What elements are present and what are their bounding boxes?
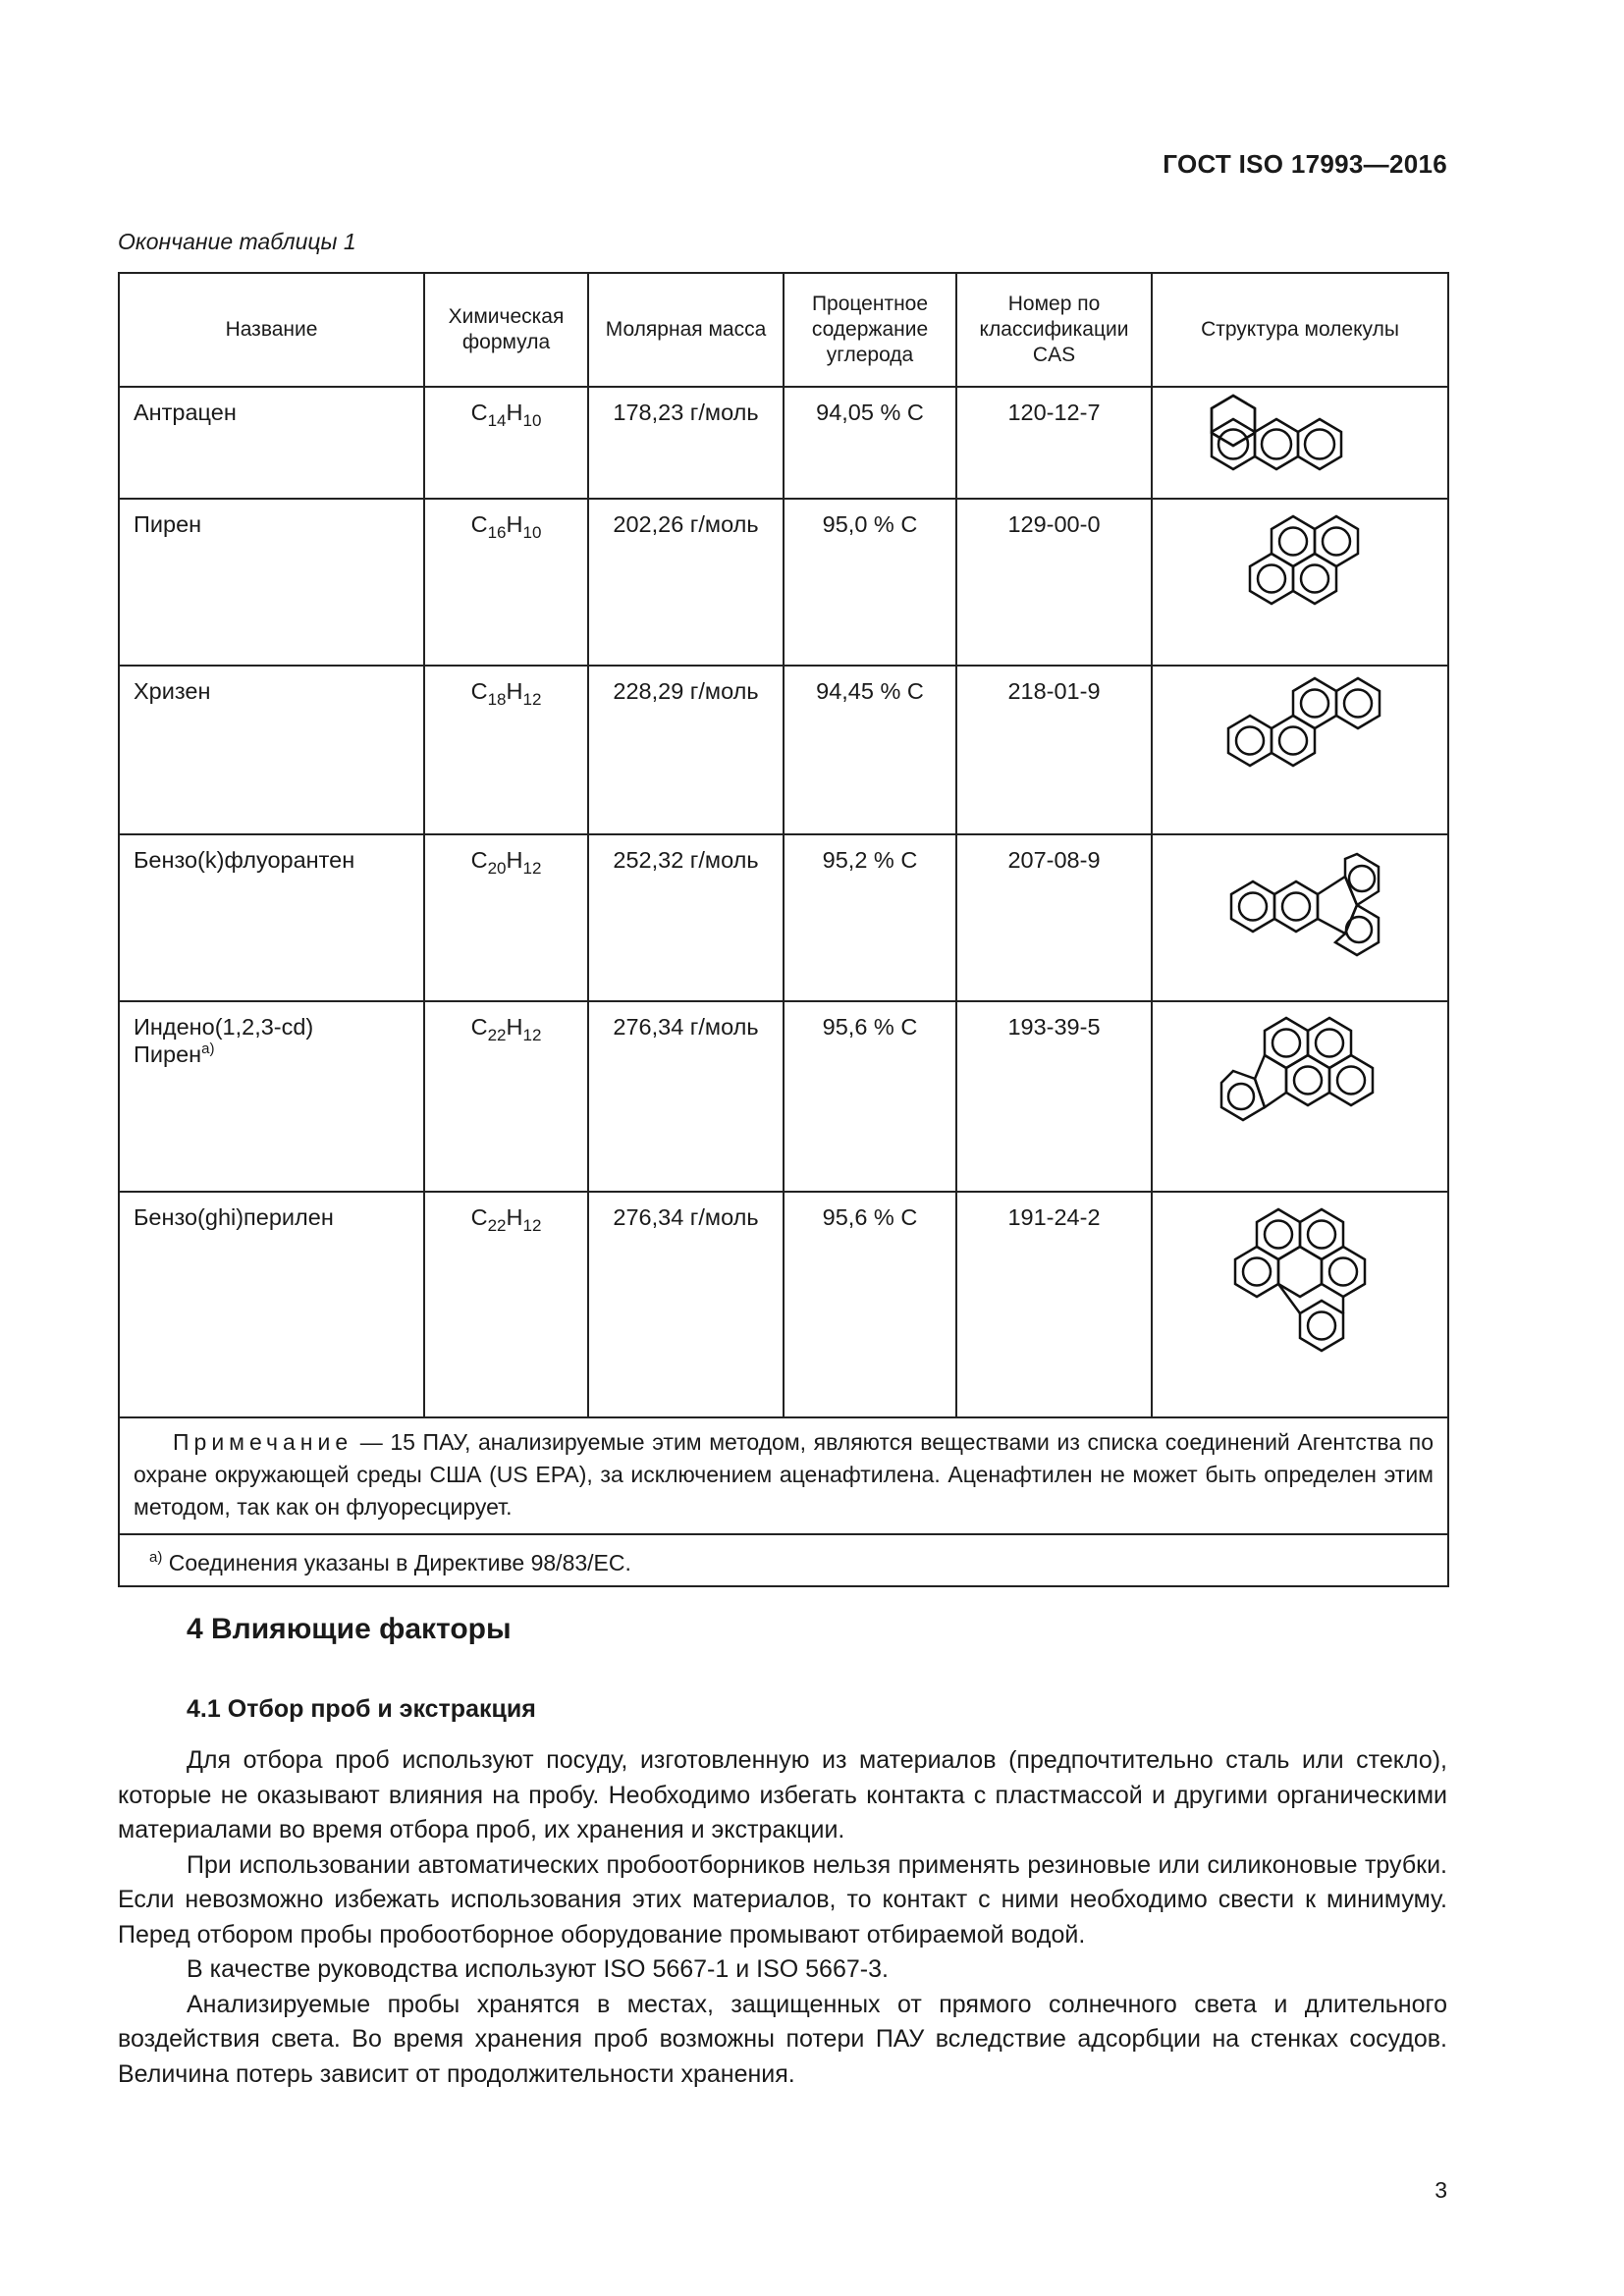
chemical-formula: $C_{22}H_{12}$ <box>424 1192 588 1417</box>
chemical-formula: $C_{14}H_{10}$ <box>424 387 588 499</box>
molar-mass: 252,32 г/моль <box>588 834 784 1001</box>
molar-mass: 276,34 г/моль <box>588 1192 784 1417</box>
carbon-content: 95,0 % C <box>784 499 956 666</box>
note-title: Примечание <box>173 1429 353 1455</box>
compound-name: Бензо(k)флуорантен <box>119 834 424 1001</box>
compound-name: Индено(1,2,3-cd) Пирен$^{a)}$ <box>119 1001 424 1192</box>
paragraph: В качестве руководства используют ISO 5667-1 и ISO 5667-3. <box>187 1955 889 1983</box>
section-heading: 4 Влияющие факторы <box>187 1613 512 1645</box>
molar-mass: 228,29 г/моль <box>588 666 784 834</box>
anthracene-structure-icon <box>1153 388 1447 496</box>
cas-number: 129-00-0 <box>956 499 1152 666</box>
table-caption: Окончание таблицы 1 <box>118 229 356 254</box>
table-footnote: $^{a)}$ Соединения указаны в Директиве 98/83/ЕС. <box>119 1534 1448 1586</box>
carbon-content: 95,6 % C <box>784 1001 956 1192</box>
col-header-carbon: Процентное содержание углерода <box>784 273 956 387</box>
compound-name: Антрацен <box>119 387 424 499</box>
subsection-heading: 4.1 Отбор проб и экстракция <box>187 1695 536 1723</box>
paragraph: При использовании автоматических пробоотборников нельзя применять резиновые или силиконовые трубки. Если невозможно избежать использования этих материалов, то контакт с ними необходимо свести к минимуму. Перед отбором пробы пробоотборное оборудование промывают отбираемой водой. <box>118 1850 1447 1949</box>
section-body <box>118 1743 1447 2092</box>
molar-mass: 178,23 г/моль <box>588 387 784 499</box>
compound-name: Бензо(ghi)перилен <box>119 1192 424 1417</box>
table-note-row <box>119 1417 1448 1534</box>
table-row <box>119 1192 1448 1417</box>
table-row <box>119 387 1448 499</box>
standard-header: ГОСТ ISO 17993—2016 <box>1163 149 1447 179</box>
carbon-content: 95,6 % C <box>784 1192 956 1417</box>
paragraph: Анализируемые пробы хранятся в местах, защищенных от прямого солнечного света и длительного воздействия света. Во время хранения проб возможны потери ПАУ вследствие адсорбции на стенках сосудов. Величина потерь зависит от продолжительности хранения. <box>118 1990 1447 2088</box>
table-row <box>119 1001 1448 1192</box>
pah-table <box>118 272 1449 1587</box>
chemical-formula: $C_{22}H_{12}$ <box>424 1001 588 1192</box>
chemical-formula: $C_{20}H_{12}$ <box>424 834 588 1001</box>
table-header-row <box>119 273 1448 387</box>
col-header-structure: Структура молекулы <box>1152 273 1448 387</box>
table-footnote-row <box>119 1534 1448 1586</box>
carbon-content: 94,05 % C <box>784 387 956 499</box>
cas-number: 218-01-9 <box>956 666 1152 834</box>
pyrene-structure-icon <box>1153 500 1447 663</box>
table-row <box>119 499 1448 666</box>
cas-number: 193-39-5 <box>956 1001 1152 1192</box>
paragraph: Для отбора проб используют посуду, изготовленную из материалов (предпочтительно сталь или стекло), которые не оказывают влияния на пробу. Необходимо избегать контакта с пластмассой и другими органическими материалами во время отбора проб, их хранения и экстракции. <box>118 1746 1447 1843</box>
molar-mass: 202,26 г/моль <box>588 499 784 666</box>
note-text: — 15 ПАУ, анализируемые этим методом, являются веществами из списка соединений Агентства по охране окружающей среды США (US EPA), за исключением аценафтилена. Аценафтилен не может быть определен этим методом, так как он флуоресцирует. <box>134 1429 1434 1520</box>
table-row <box>119 666 1448 834</box>
col-header-cas: Номер по классификации CAS <box>956 273 1152 387</box>
carbon-content: 94,45 % C <box>784 666 956 834</box>
benzo-k-fluoranthene-structure-icon <box>1153 835 1447 998</box>
table-row <box>119 834 1448 1001</box>
indeno-pyrene-structure-icon <box>1153 1002 1447 1189</box>
cas-number: 207-08-9 <box>956 834 1152 1001</box>
col-header-mass: Молярная масса <box>588 273 784 387</box>
molar-mass: 276,34 г/моль <box>588 1001 784 1192</box>
col-header-name: Название <box>119 273 424 387</box>
chemical-formula: $C_{18}H_{12}$ <box>424 666 588 834</box>
compound-name: Пирен <box>119 499 424 666</box>
chrysene-structure-icon <box>1153 667 1447 831</box>
table-note <box>119 1417 1448 1534</box>
chemical-formula: $C_{16}H_{10}$ <box>424 499 588 666</box>
carbon-content: 95,2 % C <box>784 834 956 1001</box>
page-number: 3 <box>1435 2177 1447 2203</box>
cas-number: 191-24-2 <box>956 1192 1152 1417</box>
compound-name: Хризен <box>119 666 424 834</box>
col-header-formula: Химическая формула <box>424 273 588 387</box>
cas-number: 120-12-7 <box>956 387 1152 499</box>
benzo-ghi-perylene-structure-icon <box>1153 1193 1447 1415</box>
